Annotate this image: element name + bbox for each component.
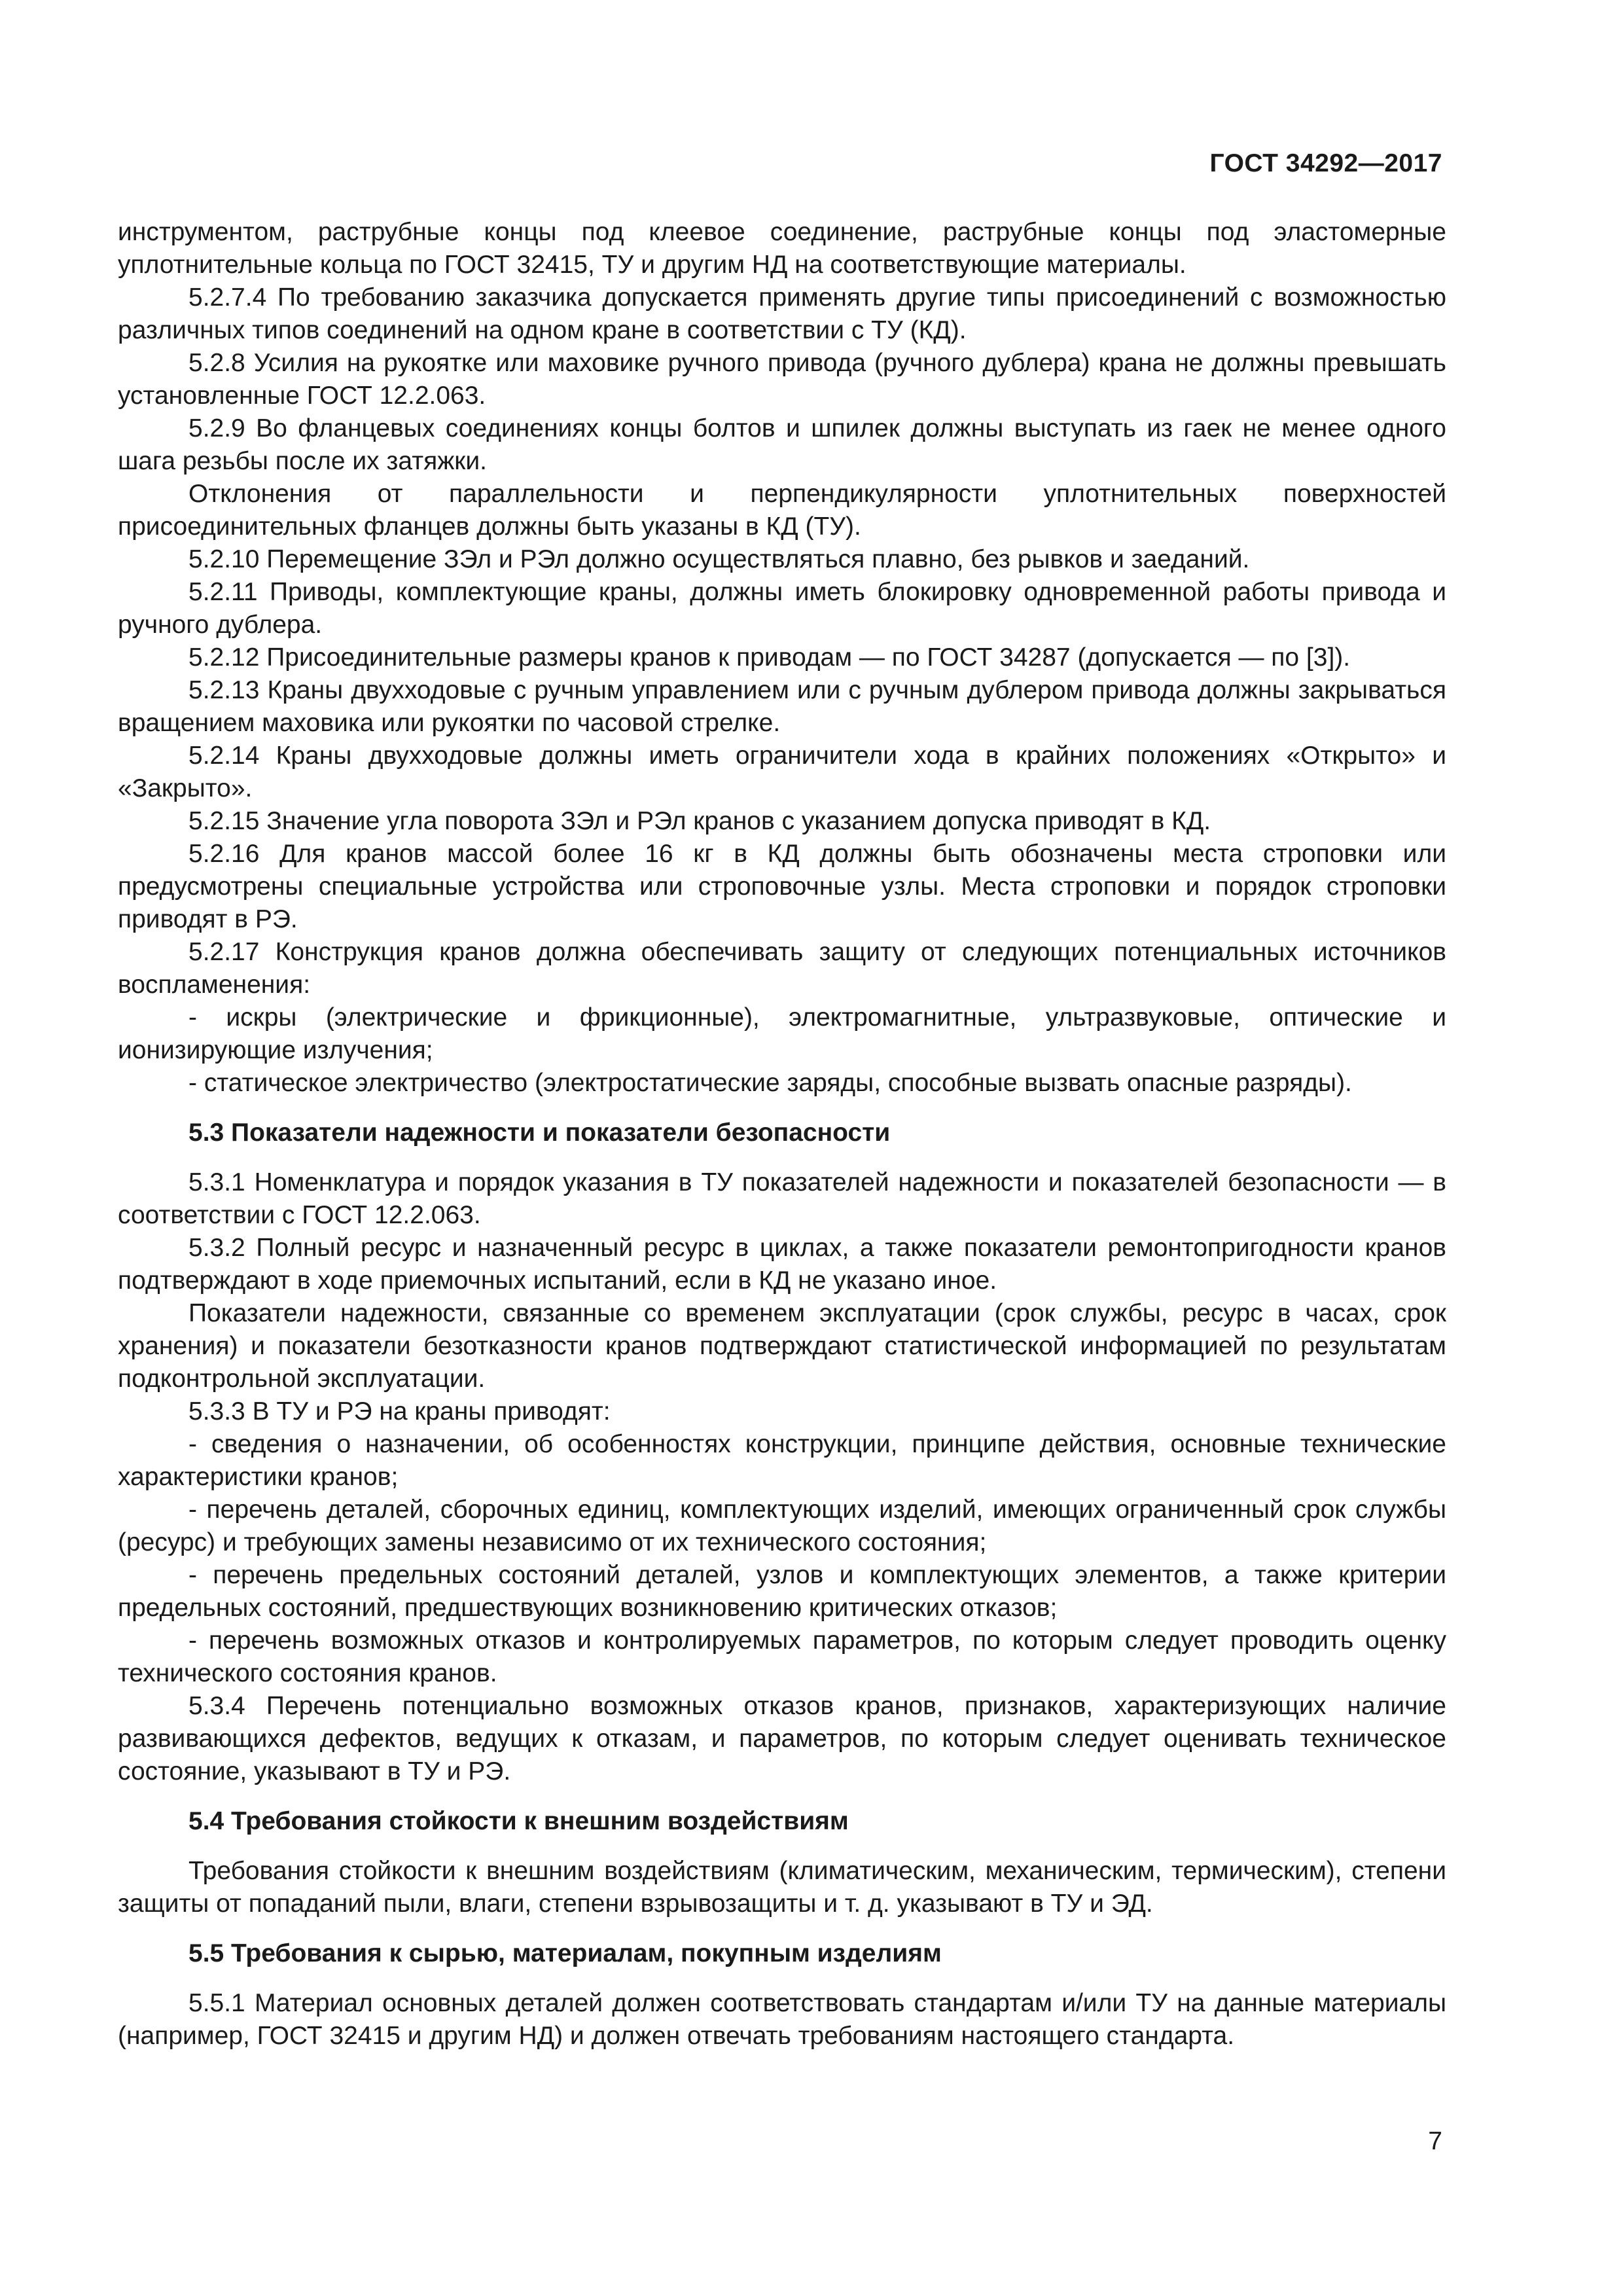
paragraph: 5.5.1 Материал основных деталей должен соответствовать стандартам и/или ТУ на данные материалы (например, ГОСТ 32415 и другим НД) и должен отвечать требованиям настоящего стандарта. [118,1989,1446,2050]
paragraph: 5.2.10 Перемещение ЗЭл и РЭл должно осуществляться плавно, без рывков и заеданий. [188,545,1250,573]
paragraph: Показатели надежности, связанные со временем эксплуатации (срок службы, ресурс в часах, срок хранения) и показатели безотказности кранов подтверждают статистической информацией по результатам подконтрольной эксплуатации. [118,1299,1446,1393]
section-heading: 5.5 Требования к сырью, материалам, покупным изделиям [188,1939,942,1967]
paragraph: - перечень предельных состояний деталей, узлов и комплектующих элементов, а также критерии предельных состояний, предшествующих возникновению критических отказов; [118,1561,1446,1622]
paragraph: - перечень возможных отказов и контролируемых параметров, по которым следует проводить оценку технического состояния кранов. [118,1626,1446,1687]
paragraph: Требования стойкости к внешним воздействиям (климатическим, механическим, термическим), степени защиты от попаданий пыли, влаги, степени взрывозащиты и т. д. указывают в ТУ и ЭД. [118,1857,1446,1918]
page-number: 7 [1428,2127,1442,2155]
paragraph: 5.2.7.4 По требованию заказчика допускается применять другие типы присоединений с возможностью различных типов соединений на одном кране в соответствии с ТУ (КД). [118,283,1446,344]
paragraph: 5.2.17 Конструкция кранов должна обеспечивать защиту от следующих потенциальных источников воспламенения: [118,938,1446,999]
paragraph: 5.3.2 Полный ресурс и назначенный ресурс в циклах, а также показатели ремонтопригодности кранов подтверждают в ходе приемочных испытаний, если в КД не указано иное. [118,1234,1446,1295]
paragraph: 5.3.1 Номенклатура и порядок указания в ТУ показателей надежности и показателей безопасности — в соответствии с ГОСТ 12.2.063. [118,1168,1446,1229]
paragraph: 5.3.4 Перечень потенциально возможных отказов кранов, признаков, характеризующих наличие развивающихся дефектов, ведущих к отказам, и параметров, по которым следует оценивать техническое состояние, указывают в ТУ и РЭ. [118,1692,1446,1785]
paragraph: 5.2.15 Значение угла поворота ЗЭл и РЭл кранов с указанием допуска приводят в КД. [188,807,1211,835]
paragraph: - статическое электричество (электростатические заряды, способные вызвать опасные разряды). [188,1069,1352,1097]
paragraph: 5.2.16 Для кранов массой более 16 кг в КД должны быть обозначены места строповки или предусмотрены специальные устройства или строповочные узлы. Места строповки и порядок строповки приводят в РЭ. [118,840,1446,933]
paragraph: 5.2.9 Во фланцевых соединениях концы болтов и шпилек должны выступать из гаек не менее одного шага резьбы после их затяжки. [118,414,1446,475]
paragraph: 5.2.12 Присоединительные размеры кранов к приводам — по ГОСТ 34287 (допускается — по [3]). [188,643,1351,672]
paragraph: 5.2.14 Краны двухходовые должны иметь ограничители хода в крайних положениях «Открыто» и «Закрыто». [118,742,1446,802]
document-body [118,216,1446,2053]
document-header: ГОСТ 34292—2017 [1209,149,1442,177]
paragraph: 5.2.8 Усилия на рукоятке или маховике ручного привода (ручного дублера) крана не должны превышать установленные ГОСТ 12.2.063. [118,349,1446,410]
paragraph: инструментом, раструбные концы под клеевое соединение, раструбные концы под эластомерные уплотнительные кольца по ГОСТ 32415, ТУ и другим НД на соответствующие материалы. [118,218,1446,279]
section-heading: 5.4 Требования стойкости к внешним воздействиям [188,1807,849,1835]
paragraph: 5.2.13 Краны двухходовые с ручным управлением или с ручным дублером привода должны закрываться вращением маховика или рукоятки по часовой стрелке. [118,676,1446,737]
paragraph: 5.2.11 Приводы, комплектующие краны, должны иметь блокировку одновременной работы привода и ручного дублера. [118,578,1446,639]
paragraph: 5.3.3 В ТУ и РЭ на краны приводят: [188,1397,611,1426]
paragraph: - перечень деталей, сборочных единиц, комплектующих изделий, имеющих ограниченный срок службы (ресурс) и требующих замены независимо от их технического состояния; [118,1496,1446,1556]
section-heading: 5.3 Показатели надежности и показатели безопасности [188,1119,891,1147]
paragraph: - искры (электрические и фрикционные), электромагнитные, ультразвуковые, оптические и ионизирующие излучения; [118,1003,1446,1064]
paragraph: - сведения о назначении, об особенностях конструкции, принципе действия, основные технические характеристики кранов; [118,1430,1446,1491]
paragraph: Отклонения от параллельности и перпендикулярности уплотнительных поверхностей присоединительных фланцев должны быть указаны в КД (ТУ). [118,480,1446,541]
